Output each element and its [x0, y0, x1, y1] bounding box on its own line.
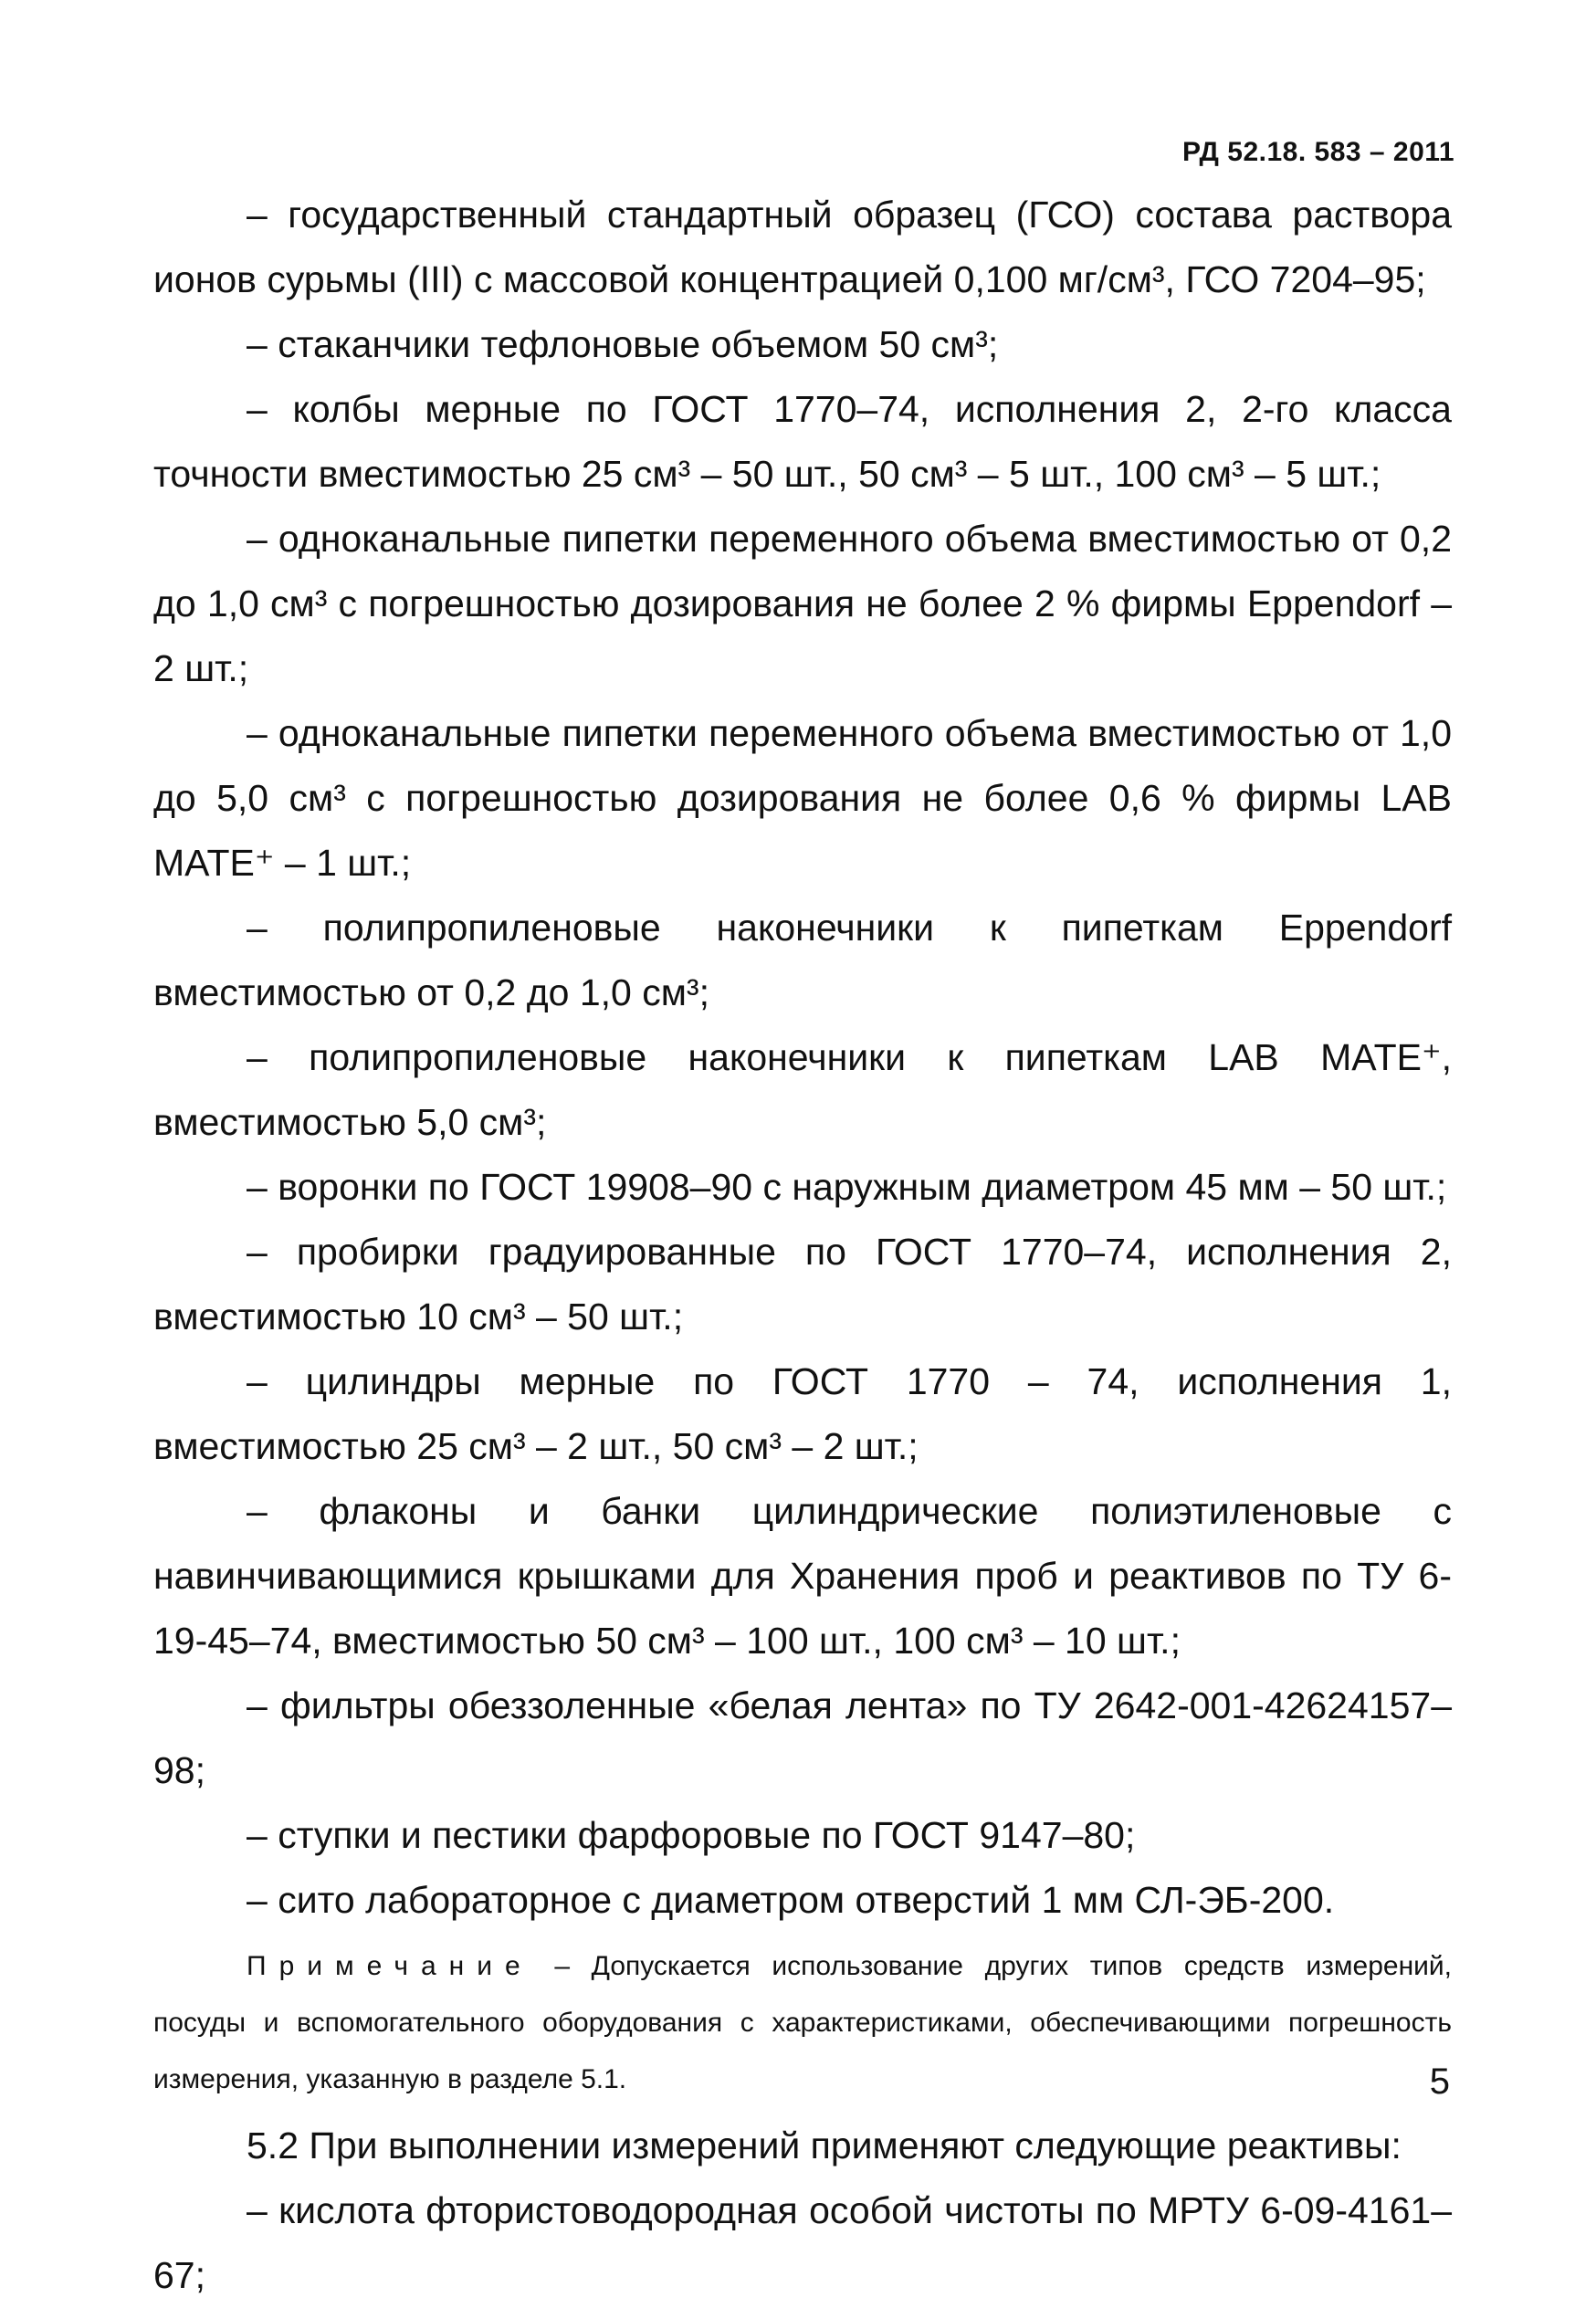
- equipment-item: – цилиндры мерные по ГОСТ 1770 – 74, исполнения 1, вместимостью 25 см³ – 2 шт., 50 см³ – 2 шт.;: [153, 1360, 1452, 1467]
- equipment-item: – полипропиленовые наконечники к пипеткам Eppendorf вместимостью от 0,2 до 1,0 см³;: [153, 907, 1452, 1013]
- equipment-item: – одноканальные пипетки переменного объема вместимостью от 0,2 до 1,0 см³ с погрешностью дозирования не более 2 % фирмы Eppendorf – 2 шт.;: [153, 518, 1452, 689]
- note-paragraph: [153, 1938, 1452, 2108]
- equipment-item: – пробирки градуированные по ГОСТ 1770–74, исполнения 2, вместимостью 10 см³ – 50 шт.;: [153, 1231, 1452, 1338]
- page-number: 5: [1429, 2061, 1450, 2102]
- note-text: – Допускается использование других типов средств измерений, посуды и вспомогательного оборудования с характеристиками, обеспечивающими погрешность измерения, указанную в разделе 5.1.: [153, 1951, 1452, 2094]
- equipment-item: – колбы мерные по ГОСТ 1770–74, исполнения 2, 2-го класса точности вместимостью 25 см³ – 50 шт., 50 см³ – 5 шт., 100 см³ – 5 шт.;: [153, 388, 1452, 495]
- equipment-item: – государственный стандартный образец (ГСО) состава раствора ионов сурьмы (III) с массовой концентрацией 0,100 мг/см³, ГСО 7204–95;: [153, 194, 1452, 300]
- equipment-item: – полипропиленовые наконечники к пипеткам LAB MATE⁺, вместимостью 5,0 см³;: [153, 1036, 1452, 1143]
- equipment-item: – воронки по ГОСТ 19908–90 с наружным диаметром 45 мм – 50 шт.;: [247, 1166, 1447, 1208]
- equipment-item: – сито лабораторное с диаметром отверстий 1 мм СЛ-ЭБ-200.: [247, 1879, 1335, 1921]
- section-heading: 5.2 При выполнении измерений применяют следующие реактивы:: [247, 2124, 1402, 2166]
- equipment-item: – стаканчики тефлоновые объемом 50 см³;: [247, 323, 999, 365]
- equipment-item: – одноканальные пипетки переменного объема вместимостью от 1,0 до 5,0 см³ с погрешностью дозирования не более 0,6 % фирмы LAB MATE⁺ – 1 шт.;: [153, 712, 1452, 884]
- document-code-header: РД 52.18. 583 – 2011: [1181, 137, 1454, 167]
- note-lead: Примечание: [247, 1951, 533, 1981]
- equipment-item: – фильтры обеззоленные «белая лента» по ТУ 2642-001-42624157–98;: [153, 1684, 1452, 1791]
- reagent-item: – кислота фтористоводородная особой чистоты по МРТУ 6-09-4161–67;: [153, 2189, 1452, 2296]
- equipment-item: – флаконы и банки цилиндрические полиэтиленовые с навинчивающимися крышками для Хранения проб и реактивов по ТУ 6-19-45–74, вместимостью 50 см³ – 100 шт., 100 см³ – 10 шт.;: [153, 1490, 1452, 1662]
- equipment-item: – ступки и пестики фарфоровые по ГОСТ 9147–80;: [247, 1814, 1136, 1856]
- document-body: [153, 183, 1452, 2308]
